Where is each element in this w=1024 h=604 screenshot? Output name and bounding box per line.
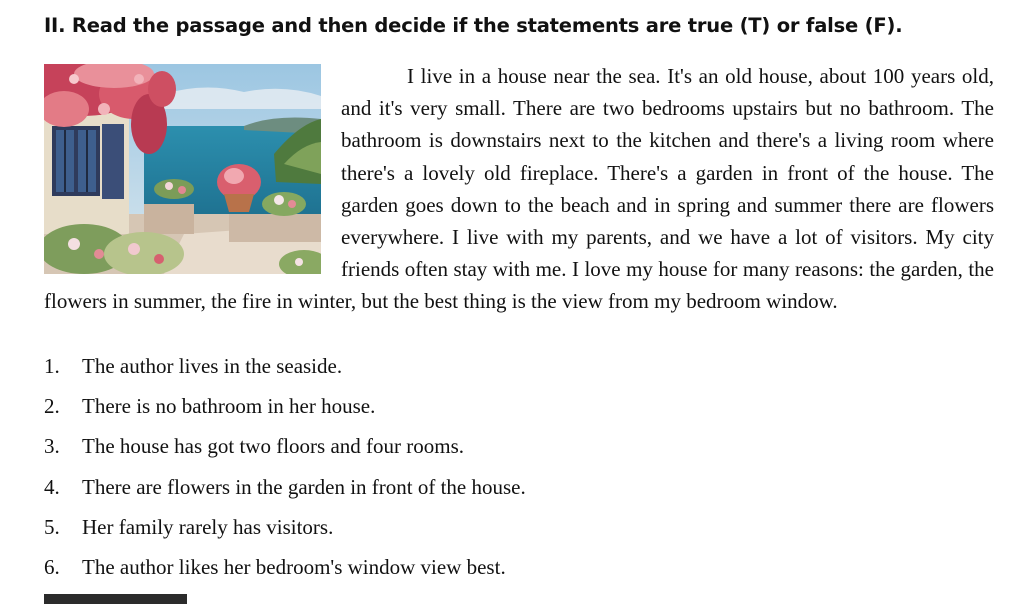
statement-item <box>44 475 526 515</box>
statement-number: 2. <box>44 394 60 419</box>
statement-number: 5. <box>44 514 60 539</box>
statement-item <box>44 515 526 555</box>
statement-item <box>44 555 526 595</box>
statement-item <box>44 394 526 434</box>
statement-number: 3. <box>44 434 60 459</box>
statement-text: The author likes her bedroom's window view best. <box>82 554 506 579</box>
seaside-house-painting <box>44 64 321 274</box>
reading-passage <box>44 60 994 318</box>
statement-number: 4. <box>44 474 60 499</box>
exercise-heading: II. Read the passage and then decide if the statements are true (T) or false (F). <box>44 14 903 37</box>
statement-list <box>44 354 526 595</box>
statement-number: 6. <box>44 554 60 579</box>
footer-bar <box>44 594 187 604</box>
statement-text: There is no bathroom in her house. <box>82 394 376 419</box>
statement-text: The author lives in the seaside. <box>82 354 343 378</box>
statement-text: There are flowers in the garden in front of the house. <box>82 474 526 499</box>
statement-item <box>44 354 526 394</box>
passage-text: I live in a house near the sea. It's an old house, about 100 years old, and it's very small. There are two bedrooms upstairs but no bathroom. The bathroom is downstairs next to the kitchen and there's a living room where there's a lovely old fireplace. There's a garden in front of the house. The garden goes down to the beach and in spring and summer there are flowers everywhere. I live with my parents, and we have a lot of visitors. My city friends often stay with me. I love my house for many reasons: the garden, the flowers in summer, the fire in winter, but the best thing is the view from my bedroom window. <box>44 64 994 314</box>
statement-text: The house has got two floors and four rooms. <box>82 434 465 459</box>
statement-item <box>44 434 526 474</box>
statement-number: 1. <box>44 354 60 378</box>
statement-text: Her family rarely has visitors. <box>82 514 334 539</box>
